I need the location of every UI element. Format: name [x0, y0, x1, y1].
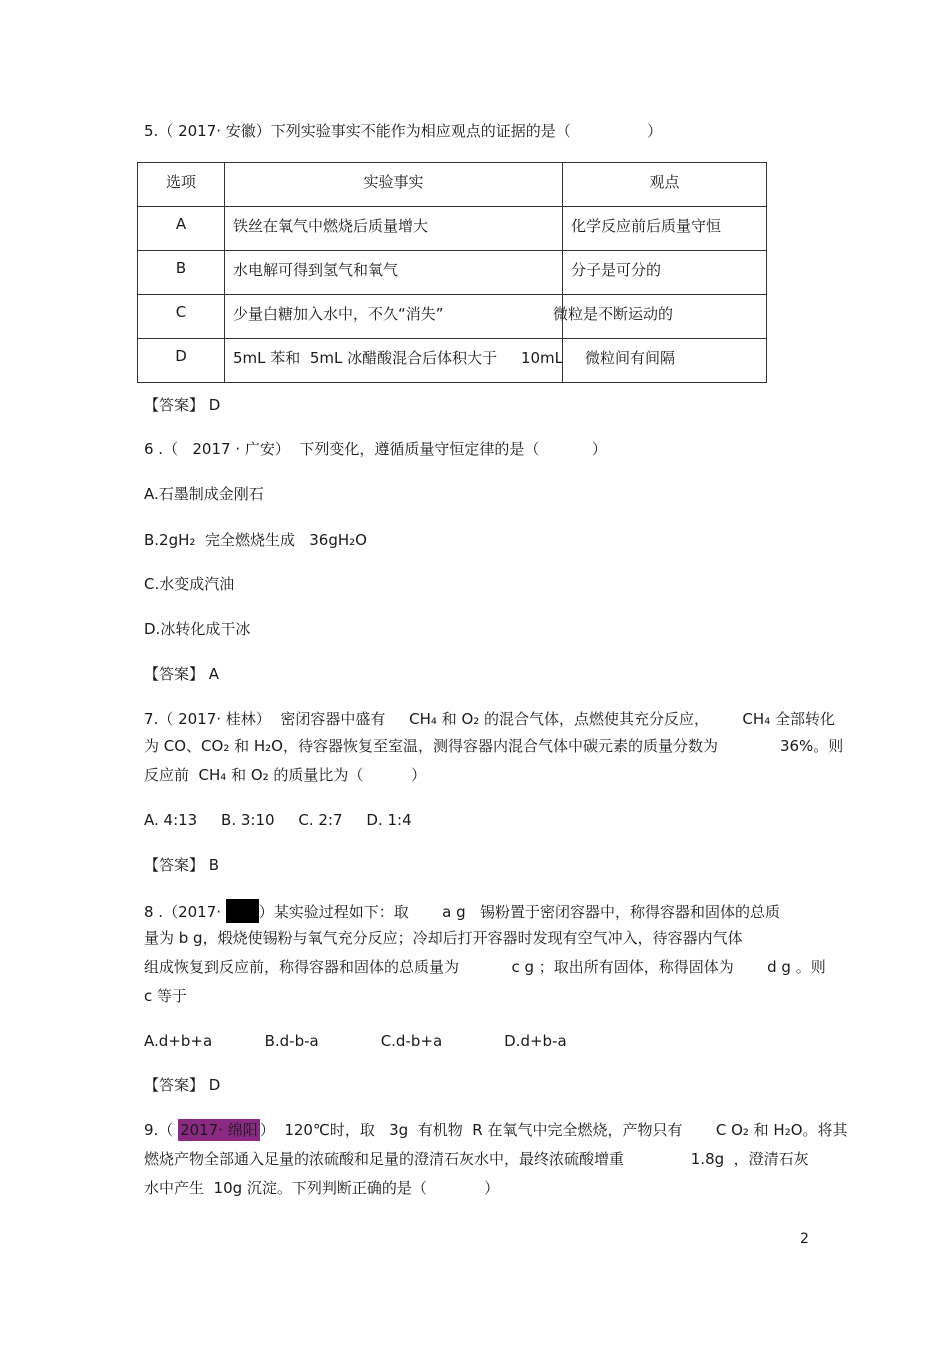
q8-options: A.d+b+a B.d-b-a C.d-b+a D.d+b-a: [144, 1032, 567, 1050]
header-option: 选项: [138, 163, 225, 207]
q5-answer: 【答案】 D: [144, 396, 221, 414]
row-view: 微粒间有间隔: [563, 339, 767, 383]
q6-option-c: C.水变成汽油: [144, 575, 235, 593]
row-view: 化学反应前后质量守恒: [563, 207, 767, 251]
q9-line-2: 燃烧产物全部通入足量的浓硫酸和足量的澄清石灰水中，最终浓硫酸增重 1.8g ，澄清石灰: [144, 1150, 809, 1168]
q6-option-a: A.石墨制成金刚石: [144, 485, 264, 503]
q8-line-3: 组成恢复到反应前，称得容器和固体的总质量为 c g ；取出所有固体，称得固体为 d g 。则: [144, 958, 826, 976]
table-row: [138, 207, 767, 251]
q9-line-3: 水中产生 10g 沉淀。下列判断正确的是（ ）: [144, 1179, 500, 1197]
q8-line-1: [144, 899, 780, 923]
highlight-source: 2017· 绵阳: [180, 1121, 258, 1139]
q5-table: [137, 162, 767, 383]
q5-stem: 5.（ 2017· 安徽）下列实验事实不能作为相应观点的证据的是（ ）: [144, 122, 663, 140]
q8-line-1-suffix: ）某实验过程如下：取 a g 锡粉置于密闭容器中，称得容器和固体的总质: [258, 903, 780, 921]
q8-line-1-prefix: 8 .（2017·: [144, 903, 226, 921]
q7-answer: 【答案】 B: [144, 856, 220, 874]
q8-line-4: c 等于: [144, 987, 188, 1005]
q8-answer: 【答案】 D: [144, 1076, 221, 1094]
q6-answer: 【答案】 A: [144, 665, 220, 683]
table-row: [138, 295, 767, 339]
row-option: B: [138, 251, 225, 295]
row-view: 微粒是不断运动的: [553, 305, 674, 323]
row-option: D: [138, 339, 225, 383]
table-row: [138, 251, 767, 295]
table-row: [138, 339, 767, 383]
q9-line-1: [144, 1120, 848, 1140]
row-fact: 铁丝在氧气中燃烧后质量增大: [225, 207, 563, 251]
q9-line-1-prefix: 9.（: [144, 1121, 179, 1139]
row-view: 分子是可分的: [563, 251, 767, 295]
row-option: A: [138, 207, 225, 251]
page-number: 2: [800, 1231, 809, 1247]
q7-line-3: 反应前 CH₄ 和 O₂ 的质量比为（ ）: [144, 766, 427, 784]
q7-options: A. 4:13 B. 3:10 C. 2:7 D. 1:4: [144, 811, 412, 829]
row-fact: 5mL 苯和 5mL 冰醋酸混合后体积大于 10mL: [225, 339, 563, 383]
q6-stem: 6 .（ 2017 · 广安） 下列变化，遵循质量守恒定律的是（ ）: [144, 440, 607, 458]
row-view-cell: [553, 295, 767, 339]
row-option: C: [138, 295, 225, 339]
q9-line-1-suffix: ） 120℃时，取 3g 有机物 R 在氧气中完全燃烧，产物只有 C O₂ 和 H₂O。将其: [259, 1121, 848, 1139]
row-fact: 水电解可得到氢气和氧气: [225, 251, 563, 295]
q8-line-2: 量为 b g，煅烧使锡粉与氧气充分反应；冷却后打开容器时发现有空气冲入，待容器内气体: [144, 929, 743, 947]
row-fact: 少量白糖加入水中，不久“消失”: [225, 295, 563, 339]
header-view: 观点: [563, 163, 767, 207]
q7-line-2: 为 CO、CO₂ 和 H₂O，待容器恢复至室温，测得容器内混合气体中碳元素的质量分数为 36%。则: [144, 737, 844, 755]
redaction-block: [226, 899, 259, 923]
header-fact: 实验事实: [225, 163, 563, 207]
table-header-row: [138, 163, 767, 207]
q7-line-1: 7.（ 2017· 桂林） 密闭容器中盛有 CH₄ 和 O₂ 的混合气体，点燃使其充分反应， CH₄ 全部转化: [144, 710, 835, 728]
q6-option-d: D.冰转化成干冰: [144, 620, 251, 638]
q6-option-b: B.2gH₂ 完全燃烧生成 36gH₂O: [144, 531, 367, 549]
